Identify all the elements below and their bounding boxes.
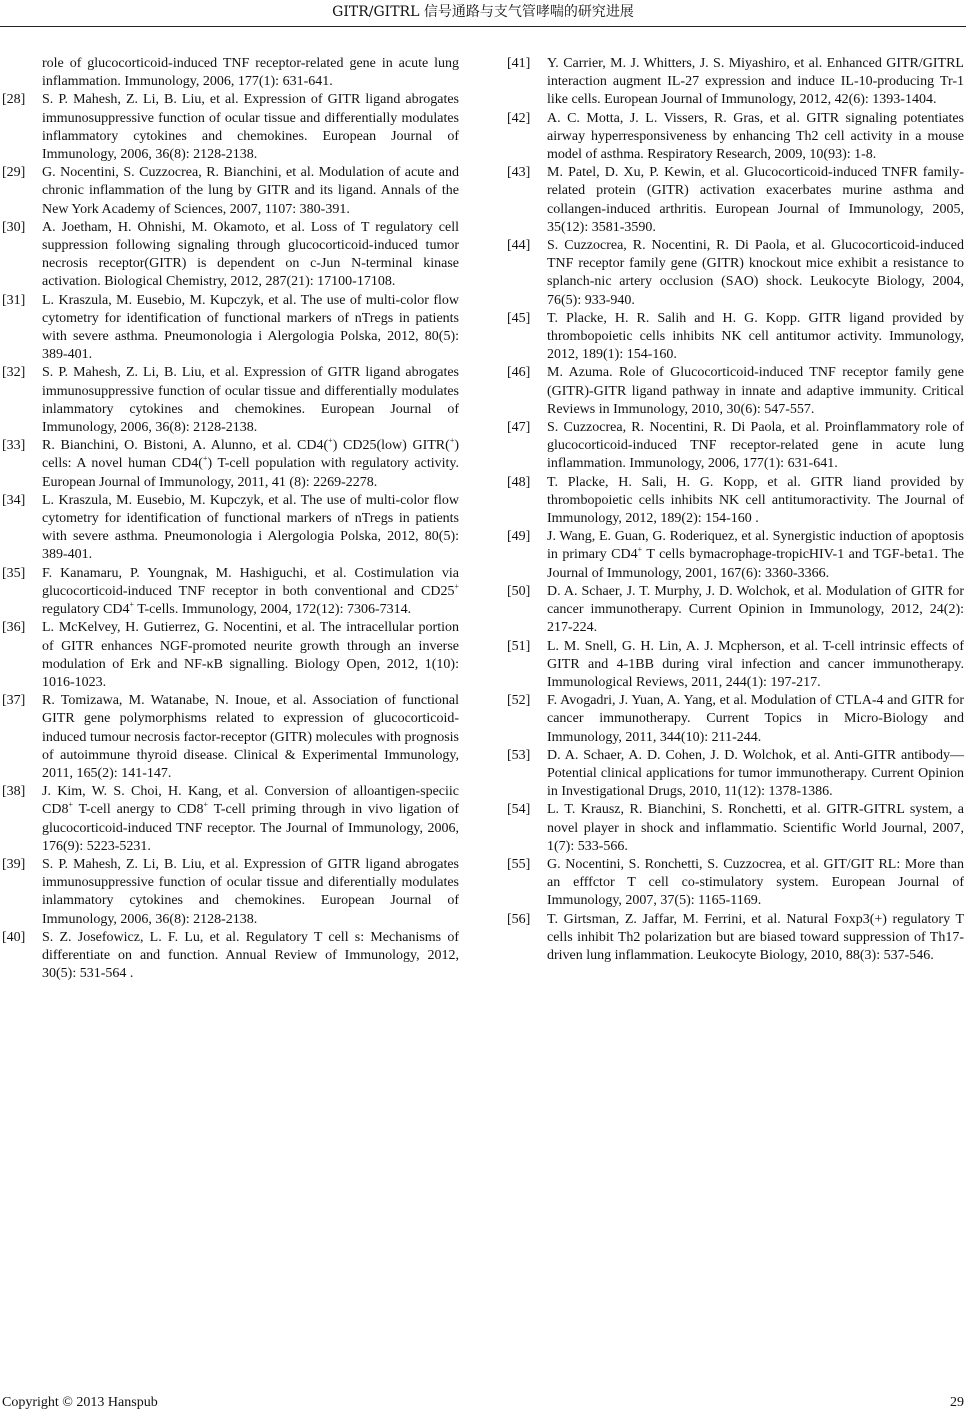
reference-number: [34]	[2, 492, 26, 508]
reference-item	[2, 164, 459, 219]
reference-number: [46]	[507, 365, 531, 381]
reference-item	[507, 528, 964, 583]
reference-number: [38]	[2, 784, 26, 800]
reference-number: [47]	[507, 420, 531, 436]
reference-number: [29]	[2, 165, 26, 181]
reference-text: S. Cuzzocrea, R. Nocentini, R. Di Paola, et al. Glucocorticoid-induced TNF receptor family gene (GITR) knockout mice exhibit a resistance to splanch-nic artery occlusion (SAO) shock. Leukocyte Biology, 2004, 76(5): 933-940.	[547, 238, 964, 308]
reference-text: L. Kraszula, M. Eusebio, M. Kupczyk, et al. The use of multi-color flow cytometry for identification of functional markers of nTregs in patients with severe asthma. Pneumonologia i Alergologia Polska, 2012, 80(5): 389-401.	[42, 292, 459, 363]
superscript: +	[129, 600, 134, 610]
reference-number: [53]	[507, 747, 531, 763]
reference-item	[507, 419, 964, 474]
reference-text	[42, 437, 459, 492]
reference-item	[507, 310, 964, 365]
reference-text-part: F. Kanamaru, P. Youngnak, M. Hashiguchi, et al. Costimulation via glucocorticoid-induced TNF receptor in both conventional and CD25	[42, 565, 459, 599]
reference-text-part: J. Kim, W. S. Choi, H. Kang, et al. Conversion of alloantigen-speciic CD8	[42, 784, 459, 818]
reference-text-part: ) CD25(low) GITR(	[332, 438, 450, 454]
reference-text: T. Girtsman, Z. Jaffar, M. Ferrini, et al. Natural Foxp3(+) regulatory T cells inhibit Th2 polarization but are biased toward suppression of Th17-driven lung inflammation. Leukocyte Biology, 2010, 88(3): 537-546.	[547, 911, 964, 963]
reference-number: [37]	[2, 693, 26, 709]
reference-item	[507, 110, 964, 165]
superscript: +	[454, 581, 459, 591]
reference-text: Y. Carrier, M. J. Whitters, J. S. Miyashiro, et al. Enhanced GITR/GITRL interaction augment IL-27 expression and induce IL-10-producing Tr-1 like cells. European Journal of Immunology, 2012, 42(6): 1393-1404.	[547, 56, 964, 108]
reference-number: [41]	[507, 56, 531, 71]
reference-text: S. Z. Josefowicz, L. F. Lu, et al. Regulatory T cell s: Mechanisms of differentiate on and function. Annual Review of Immunology, 2012, 30(5): 531-564 .	[42, 929, 459, 982]
reference-text: L. Kraszula, M. Eusebio, M. Kupczyk, et al. The use of multi-color flow cytometry for identification of functional markers of nTregs in patients with severe asthma. Pneumonologia i Alergologia Polska, 2012, 80(5): 389-401.	[42, 492, 459, 563]
reference-number: [33]	[2, 438, 26, 454]
reference-text-part: T-cells. Immunology, 2004, 172(12): 7306-7314.	[134, 602, 412, 618]
reference-number: [50]	[507, 583, 531, 599]
reference-text: D. A. Schaer, J. T. Murphy, J. D. Wolchok, et al. Modulation of GITR for cancer immunotherapy. Current Opinion in Immunology, 2012, 24(2): 217-224.	[547, 583, 964, 636]
reference-text: L. M. Snell, G. H. Lin, A. J. Mcpherson, et al. T-cell intrinsic effects of GITR and 4-1BB during viral infection and cancer immunotherapy. Immunological Reviews, 2011, 244(1): 197-217.	[547, 638, 964, 690]
reference-text: D. A. Schaer, A. D. Cohen, J. D. Wolchok, et al. Anti-GITR antibody—Potential clinical applications for tumor immunotherapy. Current Opinion in Investigational Drugs, 2010, 11(12): 1378-1386.	[547, 747, 964, 800]
reference-item	[2, 437, 459, 492]
reference-number: [40]	[2, 929, 26, 945]
reference-text: S. Cuzzocrea, R. Nocentini, R. Di Paola, et al. Proinflammatory role of glucocorticoid-induced TNF receptor-related gene in acute lung inflammation. Immunology, 2006, 177(1): 631-641.	[547, 420, 964, 472]
reference-text: L. T. Krausz, R. Bianchini, S. Ronchetti, et al. GITR-GITRL system, a novel player in shock and inflammatio. Scientific World Journal, 2007, 1(7): 533-566.	[547, 802, 964, 854]
reference-text-part: T-cell priming through in vivo ligation of glucocorticoid-induced TNF receptor. The Journal of Immunology, 2006, 176(9): 5223-5231.	[42, 802, 460, 854]
superscript: +	[202, 454, 208, 464]
reference-number: [54]	[507, 802, 531, 818]
reference-item	[507, 638, 964, 693]
reference-text: T. Placke, H. R. Salih and H. G. Kopp. GITR ligand provided by thrombopoietic cells inhibits NK cell antitumor activity. Immunology, 2012, 189(1): 154-160.	[547, 310, 964, 363]
reference-text-part: ) cells: A novel human CD4(	[42, 438, 459, 472]
reference-number: [43]	[507, 165, 531, 181]
reference-text: A. C. Motta, J. L. Vissers, R. Gras, et al. GITR signaling potentiates airway hyperresponsiveness by enhancing Th2 cell activity in a mouse model of asthma. Respiratory Research, 2009, 10(93): 1-8.	[547, 110, 964, 163]
reference-item	[2, 219, 459, 292]
reference-item	[507, 801, 964, 856]
reference-number: [39]	[2, 856, 26, 872]
reference-number: [32]	[2, 365, 26, 381]
reference-text-part: R. Bianchini, O. Bistoni, A. Alunno, et al. CD4(	[42, 438, 329, 454]
reference-item	[507, 55, 964, 110]
reference-item	[507, 747, 964, 802]
reference-text-part: T-cell anergy to CD8	[72, 802, 204, 818]
reference-item	[2, 364, 459, 437]
running-header: GITR/GITRL 信号通路与支气管哮喘的研究进展	[332, 4, 634, 20]
reference-continuation: role of glucocorticoid-induced TNF receptor-related gene in acute lung inflammation. Immunology, 2006, 177(1): 631-641.	[42, 56, 459, 90]
reference-item	[507, 692, 964, 747]
reference-number: [35]	[2, 565, 26, 581]
reference-text: S. P. Mahesh, Z. Li, B. Liu, et al. Expression of GITR ligand abrogates immunosuppressive function of ocular tissue and differentially modulates inlammatory cytokines and chemokines. European Journal of Immunology, 2006, 36(8): 2128-2138.	[42, 365, 459, 436]
reference-text: M. Azuma. Role of Glucocorticoid-induced TNF receptor family gene (GITR)-GITR ligand pathway in innate and adaptive immunity. Critical Reviews in Immunology, 2010, 30(6): 547-557.	[547, 365, 964, 417]
reference-text-part: regulatory CD4	[42, 602, 130, 618]
reference-item	[2, 91, 459, 164]
reference-text-part: T cells bymacrophage-tropicHIV-1 and TGF-beta1. The Journal of Immunology, 2001, 167(6): 3360-3366.	[547, 547, 964, 581]
reference-text: A. Joetham, H. Ohnishi, M. Okamoto, et al. Loss of T regulatory cell suppression following signaling through glucocorticoid-induced tumor necrosis receptor(GITR) is dependent on c-Jun N-terminal kinase activation. Biological Chemistry, 2012, 287(21): 17100-17108.	[42, 219, 459, 290]
superscript: +	[328, 436, 333, 446]
right-column	[507, 55, 964, 965]
reference-number: [51]	[507, 638, 531, 654]
reference-number: [30]	[2, 219, 26, 235]
reference-text	[547, 528, 964, 583]
superscript: +	[449, 436, 455, 446]
reference-text: M. Patel, D. Xu, P. Kewin, et al. Glucocorticoid-induced TNFR family-related protein (GITR) activation exacerbates murine asthma and collangen-induced arthritis. European Journal of Immunology, 2005, 35(12): 3581-3590.	[547, 165, 964, 235]
reference-item	[507, 583, 964, 638]
superscript: +	[203, 800, 208, 810]
reference-item	[507, 237, 964, 310]
reference-item	[2, 492, 459, 565]
reference-text: T. Placke, H. Sali, H. G. Kopp, et al. GITR liand provided by thrombopoietic cells inhibits NK cell antitumoractivity. The Journal of Immunology, 2012, 189(2): 154-160 .	[547, 474, 964, 527]
reference-number: [52]	[507, 693, 531, 709]
left-column	[2, 55, 459, 983]
header-rule	[0, 26, 966, 27]
reference-text: G. Nocentini, S. Ronchetti, S. Cuzzocrea, et al. GIT/GIT RL: More than an efffctor T cell co-stimulatory system. European Journal of Immunology, 2007, 37(5): 1165-1169.	[547, 856, 964, 909]
reference-text: G. Nocentini, S. Cuzzocrea, R. Bianchini, et al. Modulation of acute and chronic inflammation of the lung by GITR and its ligand. Annals of the New York Academy of Sciences, 2007, 1107: 380-391.	[42, 165, 459, 217]
reference-text	[42, 783, 459, 856]
reference-text: R. Tomizawa, M. Watanabe, N. Inoue, et al. Association of functional GITR gene polymorphisms related to expression of glucocorticoid-induced tumour necrosis factor-receptor (GITR) molecules with prognosis of autoimmune thyroid disease. Clinical & Experimental Immunology, 2011, 165(2): 141-147.	[42, 693, 459, 781]
reference-item	[507, 856, 964, 911]
reference-number: [44]	[507, 238, 531, 254]
reference-text: S. P. Mahesh, Z. Li, B. Liu, et al. Expression of GITR ligand abrogates immunosuppressive function of ocular tissue and differentially modulates inflammatory cytokines and chemokines. European Journal of Immunology, 2006, 36(8): 2128-2138.	[42, 92, 459, 163]
reference-number: [31]	[2, 292, 26, 308]
reference-item	[2, 692, 459, 783]
reference-text-part: ) T-cell population with regulatory activity. European Journal of Immunology, 2011, 41 (8): 2269-2278.	[42, 456, 459, 490]
reference-item	[507, 164, 964, 237]
reference-text: L. McKelvey, H. Gutierrez, G. Nocentini, et al. The intracellular portion of GITR enhances NGF-promoted neurite growth through an inverse modulation of Erk and NF-κB signalling. Biology Open, 2012, 1(10): 1016-1023.	[42, 620, 459, 690]
reference-number: [42]	[507, 110, 531, 126]
footer-copyright: Copyright © 2013 Hanspub	[2, 1395, 158, 1410]
reference-item	[2, 619, 459, 692]
reference-item	[507, 364, 964, 419]
reference-number: [55]	[507, 856, 531, 872]
reference-number: [48]	[507, 474, 531, 490]
reference-item	[507, 911, 964, 966]
reference-item	[2, 292, 459, 365]
reference-number: [28]	[2, 92, 26, 108]
reference-item	[507, 474, 964, 529]
reference-item	[2, 565, 459, 620]
footer-page-number: 29	[950, 1395, 964, 1410]
reference-item	[2, 929, 459, 984]
reference-item	[2, 783, 459, 856]
superscript: +	[68, 800, 73, 810]
reference-number: [49]	[507, 529, 531, 545]
reference-text: S. P. Mahesh, Z. Li, B. Liu, et al. Expression of GITR ligand abrogates immunosuppressive function of ocular tissue and diferentially modulates inlammatory cytokines and chemokines. European Journal of Immunology, 2006, 36(8): 2128-2138.	[42, 856, 459, 927]
left-reference-list	[2, 91, 459, 983]
reference-number: [56]	[507, 911, 531, 927]
reference-text: F. Avogadri, J. Yuan, A. Yang, et al. Modulation of CTLA-4 and GITR for cancer immunotherapy. Current Topics in Micro-Biology and Immunology, 2011, 344(10): 211-244.	[547, 693, 964, 745]
reference-number: [45]	[507, 310, 531, 326]
reference-text	[42, 565, 459, 620]
superscript: +	[637, 545, 643, 555]
right-reference-list	[507, 55, 964, 965]
reference-number: [36]	[2, 620, 26, 636]
reference-item	[2, 856, 459, 929]
reference-text-part: J. Wang, E. Guan, G. Roderiquez, et al. Synergistic induction of apoptosis in primary CD4	[547, 529, 964, 563]
